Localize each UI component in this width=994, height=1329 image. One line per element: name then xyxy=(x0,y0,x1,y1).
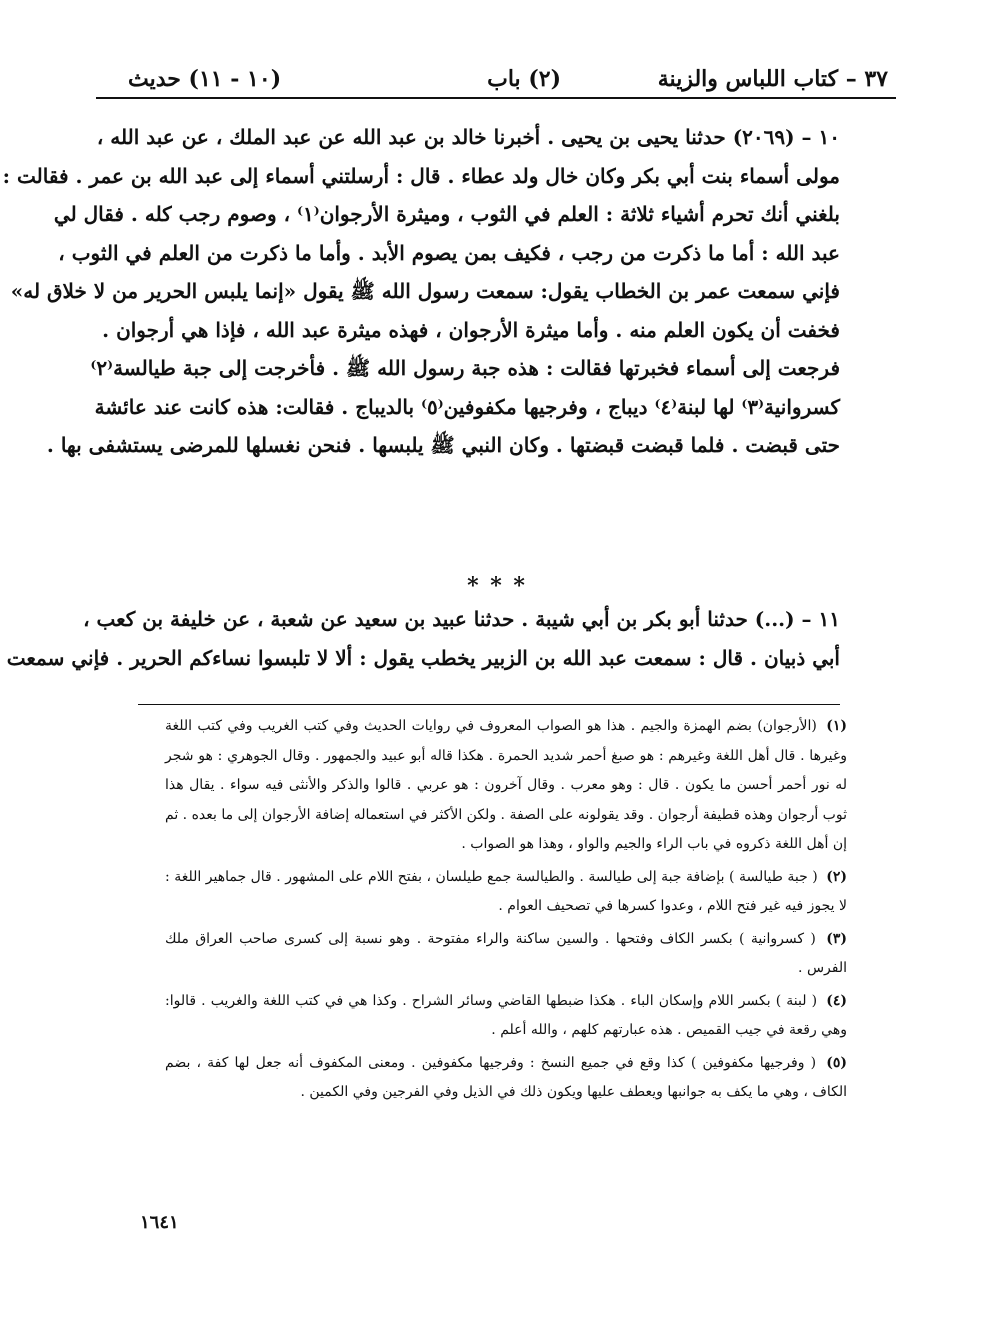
footnote xyxy=(165,712,847,860)
footnote-number: (٥) xyxy=(826,1054,848,1071)
footnote-number: (١) xyxy=(826,718,848,734)
text-line: فخفت أن يكون العلم منه . وأما ميثرة الأرجوان ، فهذه ميثرة عبد الله ، فإذا هي أرجوان . xyxy=(102,317,840,342)
page-header xyxy=(96,60,896,96)
footnote-number: (٣) xyxy=(826,930,847,947)
text-line: حتى قبضت . فلما قبضت قبضتها . وكان النبي ﷺ يلبسها . فنحن نغسلها للمرضى يستشفى بها . xyxy=(46,433,840,457)
page-number: ١٦٤١ xyxy=(140,1212,179,1233)
hadith-range: (١٠ - ١١) حديث xyxy=(128,66,282,92)
text-line: أبي ذبيان . قال : سمعت عبد الله بن الزبير يخطب يقول : ألا لا تلبسوا نساءكم الحرير . فإني سمعت xyxy=(6,645,840,670)
footnote xyxy=(165,863,847,922)
footnote-text: ( جبة طيالسة ) بإضافة جبة إلى طيالسة . والطيالسة جمع طيلسان ، بفتح اللام على المشهور . قال جماهير اللغة : لا يجوز فيه غير فتح اللام ، وعدوا كسرها في تصحيف العوام . xyxy=(165,868,847,914)
header-divider xyxy=(96,97,896,99)
text-line: فإني سمعت عمر بن الخطاب يقول: سمعت رسول الله ﷺ يقول «إنما يلبس الحرير من لا خلاق له» xyxy=(10,279,840,303)
footnote-number: (٤) xyxy=(826,992,848,1009)
text-line: مولى أسماء بنت أبي بكر وكان خال ولد عطاء . قال : أرسلتني أسماء إلى عبد الله بن عمر . فقالت : xyxy=(2,163,840,188)
footnote xyxy=(165,987,847,1046)
text-line: فرجعت إلى أسماء فخبرتها فقالت : هذه جبة رسول الله ﷺ . فأخرجت إلى جبة طيالسة⁽٢⁾ xyxy=(90,356,840,380)
footnote xyxy=(165,1049,847,1108)
text-line: بلغني أنك تحرم أشياء ثلاثة : العلم في الثوب ، وميثرة الأرجوان⁽١⁾ ، وصوم رجب كله . فقال لي xyxy=(53,202,840,226)
text-line: عبد الله : أما ما ذكرت من رجب ، فكيف بمن يصوم الأبد . وأما ما ذكرت من العلم في الثوب ، xyxy=(58,240,840,265)
footnote-text: ( لبنة ) بكسر اللام وإسكان الباء . هكذا ضبطها القاضي وسائر الشراح . وكذا هي في كتب اللغة والغريب . قالوا: وهي رقعة في جيب القميص . هذه عبارتهم كلهم ، والله أعلم . xyxy=(165,992,847,1038)
footnote-text: ( وفرجيها مكفوفين ) كذا وقع في جميع النسخ : وفرجيها مكفوفين . ومعنى المكفوف أنه جعل لها كفة ، بضم الكاف ، وهي ما يكف به جوانبها ويعطف عليها ويكون ذلك في الذيل وفي الفرجين وفي الكمين . xyxy=(165,1054,847,1100)
footnote-divider xyxy=(138,704,840,705)
footnote-text: ( كسروانية ) بكسر الكاف وفتحها . والسين ساكنة والراء مفتوحة . وهو نسبة إلى كسرى صاحب العراق ملك الفرس . xyxy=(165,930,847,976)
hadith-11 xyxy=(6,600,840,677)
text-line: ١٠ – (٢٠٦٩) حدثنا يحيى بن يحيى . أخبرنا خالد بن عبد الله عن عبد الملك ، عن عبد الله ، xyxy=(96,125,840,149)
text-line: ١١ – (...) حدثنا أبو بكر بن أبي شيبة . حدثنا عبيد بن سعيد عن شعبة ، عن خليفة بن كعب ، xyxy=(83,607,840,631)
footnote-text: (الأرجوان) بضم الهمزة والجيم . هذا هو الصواب المعروف في روايات الحديث وفي كتب الغريب وفي كتب اللغة وغيرها . قال أهل اللغة وغيرهم : هو صبغ أحمر شديد الحمرة . هكذا قاله أبو عبيد والجمهور . وقال الجوهري : هو شجر له نور أحمر أحسن ما يكون . قال : وهو معرب . وقال آخرون : هو عربي . قالوا والذكر والأنثى فيه سواء . يقال هذا ثوب أرجوان وهذه قطيفة أرجوان . وقد يقولونه على الصفة . ولكن الأكثر في استعماله إضافة الأرجوان إلى ما بعده . ثم إن أهل اللغة ذكروه في باب الراء والجيم والواو ، وهذا هو الصواب . xyxy=(165,718,847,852)
chapter-label: (٢) باب xyxy=(487,66,561,92)
text-line: كسروانية⁽٣⁾ لها لبنة⁽٤⁾ ديباج ، وفرجيها مكفوفين⁽٥⁾ بالديباج . فقالت: هذه كانت عند عائشة xyxy=(94,394,840,419)
footnote-number: (٢) xyxy=(826,868,847,885)
footnotes xyxy=(165,712,847,1111)
hadith-10 xyxy=(2,118,840,465)
book-title: ٣٧ – كتاب اللباس والزينة xyxy=(657,66,888,92)
section-separator: * * * xyxy=(467,573,527,599)
footnote xyxy=(165,925,847,984)
